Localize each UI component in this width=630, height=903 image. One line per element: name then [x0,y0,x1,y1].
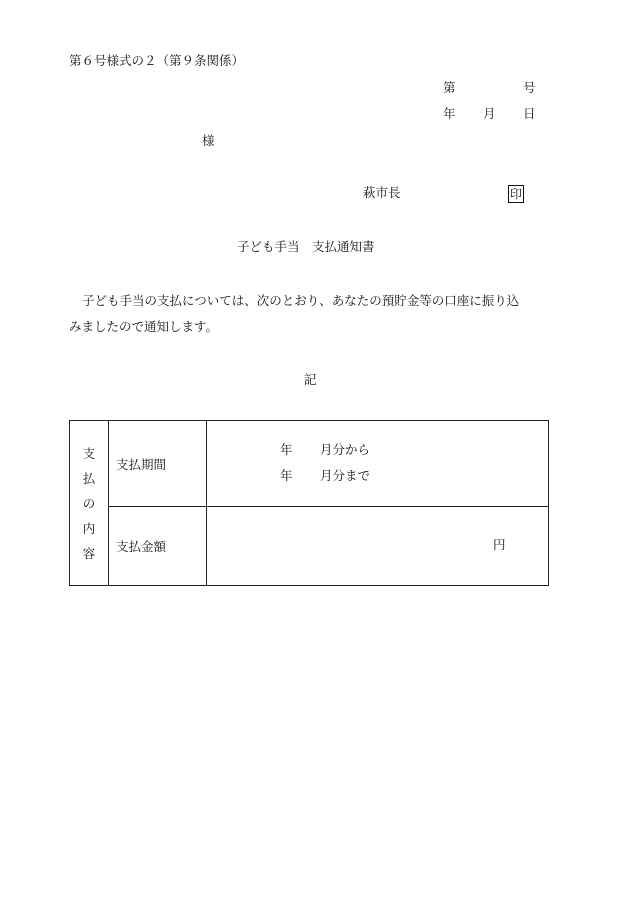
form-id: 第６号様式の２（第９条関係） [69,53,245,68]
body-line-1: 子ども手当の支払については、次のとおり、あなたの預貯金等の口座に振り込 [82,293,520,308]
group-label-cell [70,421,109,586]
group-label-char: の [82,495,96,511]
amount-label: 支払金額 [116,539,167,554]
period-label-cell [109,421,207,507]
body-line-2: みましたので通知します。 [69,319,219,334]
period-from-month: 月分から [320,442,371,457]
number-suffix: 号 [523,80,536,95]
seal-char: 印 [510,187,523,201]
date-year: 年 [443,106,456,121]
group-label-char: 支 [82,445,96,461]
group-label-char: 内 [82,520,96,536]
table-row-period [70,421,549,507]
document-title: 子ども手当 支払通知書 [237,239,375,254]
table-row-amount [70,507,549,586]
period-value-cell [207,421,549,507]
period-to-year: 年 [280,468,293,483]
date-month: 月 [483,106,496,121]
period-label: 支払期間 [116,456,167,472]
group-label-char: 払 [82,470,96,486]
group-label-char: 容 [82,545,96,561]
date-day: 日 [523,106,536,121]
addressee-honorific: 様 [202,133,215,148]
period-to-month: 月分まで [320,468,371,483]
number-prefix: 第 [443,80,456,95]
amount-unit: 円 [493,537,506,552]
ki-heading: 記 [304,372,317,387]
amount-value-cell [207,507,549,586]
issuer-title: 萩市長 [363,185,401,200]
payment-detail-table [69,420,549,586]
amount-label-cell [109,507,207,586]
period-from-year: 年 [280,442,293,457]
seal-mark [508,185,524,203]
